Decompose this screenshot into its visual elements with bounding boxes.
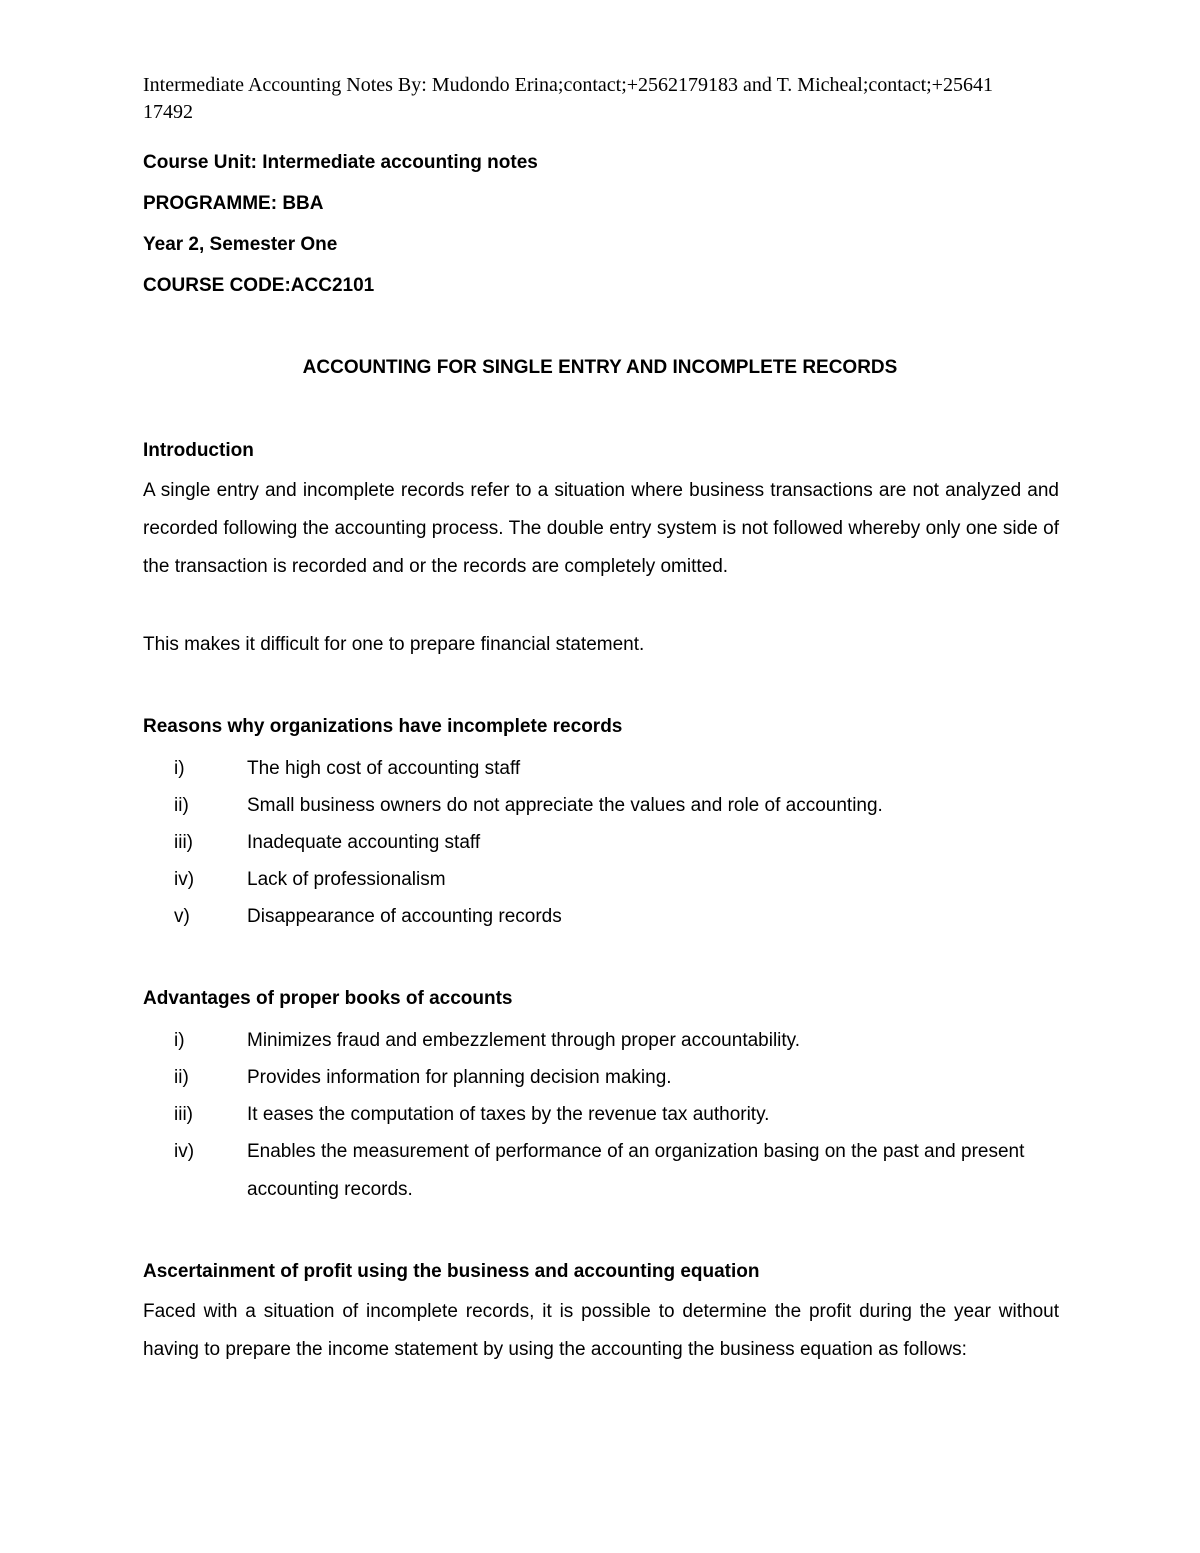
list-item-number: iv) [174, 1141, 195, 1162]
list-item-text: It eases the computation of taxes by the revenue tax authority. [247, 1104, 770, 1125]
list-item-number: i) [174, 758, 185, 779]
list-item-text: The high cost of accounting staff [247, 758, 521, 779]
list-item-number: iv) [174, 869, 195, 890]
list-item-text: Enables the measurement of performance of an organization basing on the past and present accounting records. [247, 1141, 1025, 1200]
list-item-number: i) [174, 1030, 185, 1051]
list-item-text: Provides information for planning decision making. [247, 1067, 672, 1088]
programme: PROGRAMME: BBA [143, 193, 324, 214]
list-item-text: Minimizes fraud and embezzlement through proper accountability. [247, 1030, 801, 1051]
advantages-heading: Advantages of proper books of accounts [143, 988, 513, 1009]
introduction-paragraph-2: This makes it difficult for one to prepare financial statement. [143, 634, 645, 655]
list-item-number: iii) [174, 1104, 193, 1125]
list-item [0, 1140, 1200, 1216]
list-item-text: Disappearance of accounting records [247, 906, 562, 927]
advantages-list [0, 1029, 1200, 1216]
list-item-text: Inadequate accounting staff [247, 832, 481, 853]
year-semester: Year 2, Semester One [143, 234, 338, 255]
introduction-paragraph: A single entry and incomplete records refer to a situation where business transactions are not analyzed and recorded following the accounting process. The double entry system is not followed whereby only one side of the transaction is recorded and or the records are completely omitted. [143, 480, 1059, 577]
reasons-heading: Reasons why organizations have incomplete records [143, 716, 623, 737]
list-item-text: Small business owners do not appreciate the values and role of accounting. [247, 795, 883, 816]
list-item-text: Lack of professionalism [247, 869, 446, 890]
document-title: ACCOUNTING FOR SINGLE ENTRY AND INCOMPLETE RECORDS [302, 357, 898, 378]
header-note: Intermediate Accounting Notes By: Mudondo Erina;contact;+2562179183 and T. Micheal;contact;+25641 17492 [143, 74, 993, 123]
list-item-number: v) [174, 906, 190, 927]
list-item-number: iii) [174, 832, 193, 853]
list-item [0, 905, 1200, 942]
ascertainment-paragraph: Faced with a situation of incomplete records, it is possible to determine the profit during the year without having to prepare the income statement by using the accounting the business equation as follows: [143, 1301, 1059, 1360]
course-code: COURSE CODE:ACC2101 [143, 275, 375, 296]
course-unit: Course Unit: Intermediate accounting notes [143, 152, 538, 173]
list-item-number: ii) [174, 1067, 189, 1088]
list-item-number: ii) [174, 795, 189, 816]
ascertainment-heading: Ascertainment of profit using the business and accounting equation [143, 1261, 760, 1282]
introduction-heading: Introduction [143, 440, 254, 461]
reasons-list [0, 757, 1200, 942]
